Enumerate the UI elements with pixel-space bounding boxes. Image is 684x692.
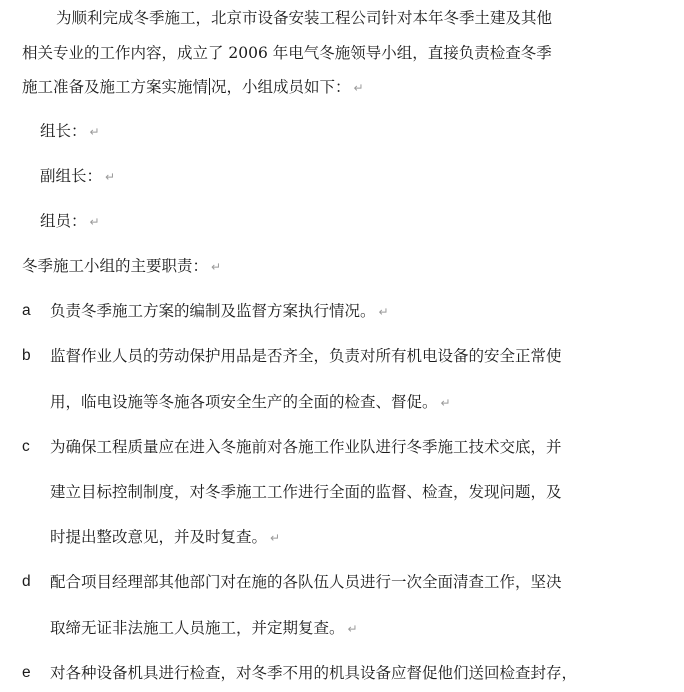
duty-d-line-1-text: 配合项目经理部其他部门对在施的各队伍人员进行一次全面清查工作，坚决 <box>50 573 562 591</box>
paragraph-mark-icon: ↵ <box>89 125 100 139</box>
paragraph-mark-icon: ↵ <box>89 215 100 229</box>
paragraph-mark-icon: ↵ <box>211 260 222 274</box>
paragraph-mark-icon: ↵ <box>440 396 451 410</box>
paragraph-mark-icon: ↵ <box>105 170 116 184</box>
duty-b-letter: b <box>22 347 31 364</box>
paragraph-mark-icon: ↵ <box>270 531 281 545</box>
paragraph-mark-icon: ↵ <box>353 81 364 95</box>
duties-title-text: 冬季施工小组的主要职责： <box>22 257 209 275</box>
duties-title <box>22 256 221 276</box>
duty-b-line-1-text: 监督作业人员的劳动保护用品是否齐全，负责对所有机电设备的安全正常使 <box>50 347 562 365</box>
intro-line-3 <box>22 77 364 97</box>
duty-b-line-1 <box>50 346 562 366</box>
duty-b-line-2 <box>50 392 451 412</box>
member-leader-label: 组长： <box>40 122 87 140</box>
duty-e-letter: e <box>22 664 31 681</box>
duty-c-line-2 <box>50 482 562 502</box>
duty-a-line-1 <box>50 301 389 321</box>
member-deputy-label: 副组长： <box>40 167 103 185</box>
duty-b-line-2-text: 用，临电设施等冬施各项安全生产的全面的检查、督促。 <box>50 393 438 411</box>
duty-c-line-1 <box>50 437 562 457</box>
duty-a-letter: a <box>22 302 31 319</box>
intro-line-3-text-b: 况，小组成员如下： <box>211 78 351 96</box>
text-cursor <box>209 78 210 95</box>
paragraph-mark-icon: ↵ <box>378 305 389 319</box>
duty-e-line-1 <box>50 663 577 683</box>
member-leader <box>40 121 100 141</box>
duty-d-line-2-text: 取缔无证非法施工人员施工，并定期复查。 <box>50 619 345 637</box>
duty-c-line-1-text: 为确保工程质量应在进入冬施前对各施工作业队进行冬季施工技术交底，并 <box>50 438 562 456</box>
duty-d-letter: d <box>22 573 31 590</box>
duty-c-letter: c <box>22 438 30 455</box>
member-member-label: 组员： <box>40 212 87 230</box>
intro-line-1 <box>56 8 552 28</box>
paragraph-mark-icon: ↵ <box>347 622 358 636</box>
intro-line-1-text: 为顺利完成冬季施工，北京市设备安装工程公司针对本年冬季土建及其他 <box>56 9 553 27</box>
member-deputy <box>40 166 115 186</box>
duty-a-line-1-text: 负责冬季施工方案的编制及监督方案执行情况。 <box>50 302 376 320</box>
duty-c-line-3 <box>50 527 280 547</box>
intro-line-2 <box>22 43 552 63</box>
intro-line-3-text-a: 施工准备及施工方案实施情 <box>22 78 209 96</box>
duty-d-line-2 <box>50 618 358 638</box>
duty-c-line-2-text: 建立目标控制制度，对冬季施工工作进行全面的监督、检查，发现问题，及 <box>50 483 562 501</box>
duty-e-line-1-text: 对各种设备机具进行检查，对冬季不用的机具设备应督促他们送回检查封存， <box>50 664 578 682</box>
duty-d-line-1 <box>50 572 562 592</box>
duty-c-line-3-text: 时提出整改意见，并及时复查。 <box>50 528 268 546</box>
member-member <box>40 211 100 231</box>
intro-line-2-text: 相关专业的工作内容，成立了 2006 年电气冬施领导小组，直接负责检查冬季 <box>22 44 552 62</box>
